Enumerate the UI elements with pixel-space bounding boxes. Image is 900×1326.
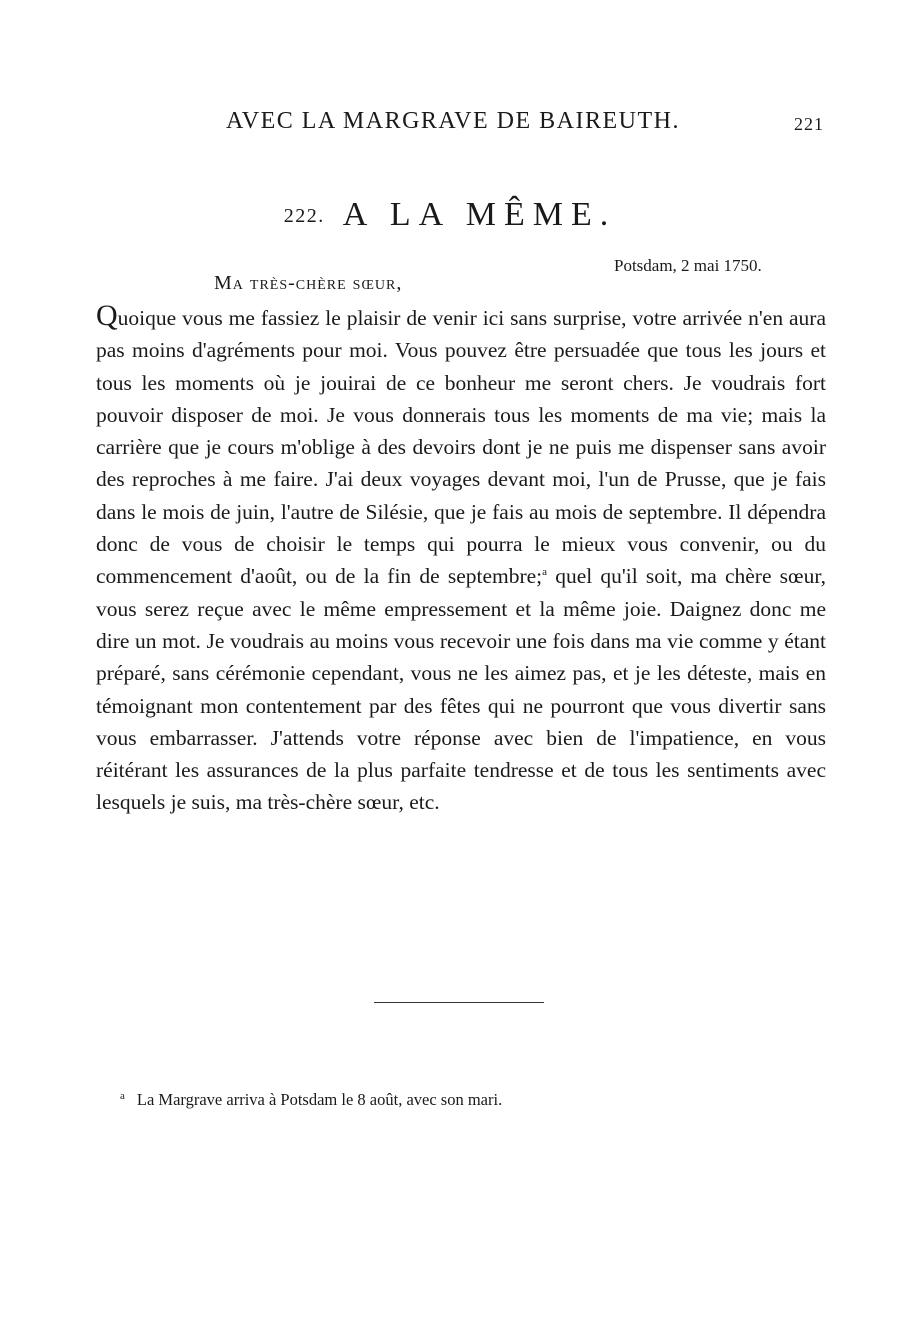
footnote-divider bbox=[374, 1002, 544, 1003]
drop-cap: Q bbox=[96, 299, 118, 332]
letter-heading bbox=[0, 196, 900, 234]
running-header bbox=[0, 108, 900, 140]
letter-number: 222. bbox=[283, 205, 325, 227]
body-text-part-1: uoique vous me fassiez le plaisir de venir ici sans surprise, votre arrivée n'en aura pas moins d'agréments pour moi. Vous pouvez être persuadée que tous les jours et tous les moments où je jouirai de ce bonheur me seront chers. Je voudrais fort pouvoir disposer de moi. Je vous donnerais tous les moments de ma vie; mais la carrière que je cours m'oblige à des devoirs dont je ne puis me dispenser sans avoir des reproches à me faire. J'ai deux voyages devant moi, l'un de Prusse, que je fais dans le mois de juin, l'autre de Silésie, que je fais au mois de septembre. Il dépendra donc de vous de choisir le temps qui pourra le mieux vous convenir, ou du commencement d'août, ou de la fin de septembre; bbox=[96, 306, 826, 589]
footnote-marker: a bbox=[120, 1090, 125, 1102]
salutation: Ma très-chère sœur, bbox=[214, 272, 403, 294]
footnote-text: La Margrave arriva à Potsdam le 8 août, avec son mari. bbox=[136, 1090, 503, 1109]
page-number: 221 bbox=[794, 114, 824, 134]
running-title: AVEC LA MARGRAVE DE BAIREUTH. bbox=[226, 108, 680, 134]
letter-title: A LA MÊME. bbox=[342, 196, 617, 233]
dateline: Potsdam, 2 mai 1750. bbox=[614, 256, 762, 275]
footnote-reference: a bbox=[542, 566, 548, 579]
body-text-part-2: quel qu'il soit, ma chère sœur, vous serez reçue avec le même empressement et la même joie. Daignez donc me dire un mot. Je voudrais au moins vous recevoir une fois dans ma vie comme y étant préparé, sans cérémonie cependant, vous ne les aimez pas, et je les déteste, mais en témoignant mon contentement par des fêtes qui ne pourront que vous divertir sans vous embarrasser. J'attends votre réponse avec bien de l'impatience, en vous réitérant les assurances de la plus parfaite tendresse et de tous les sentiments avec lesquels je suis, ma très-chère sœur, etc. bbox=[96, 564, 826, 815]
letter-body bbox=[96, 299, 826, 819]
footnote bbox=[120, 1090, 502, 1110]
